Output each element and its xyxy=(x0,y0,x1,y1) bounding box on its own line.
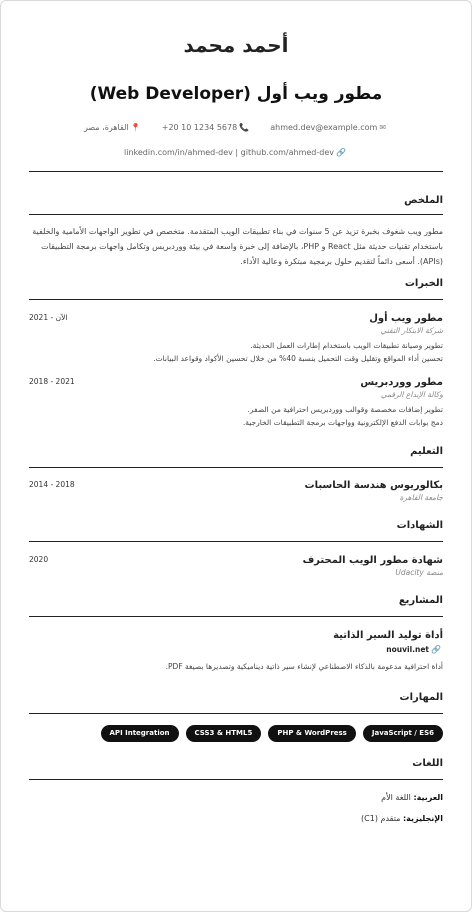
divider xyxy=(29,779,443,780)
experience-item xyxy=(29,376,443,429)
education-date: 2014 - 2018 xyxy=(29,480,75,489)
projects-section xyxy=(29,594,443,673)
profile-links-text[interactable]: linkedin.com/in/ahmed-dev | github.com/ahmed-dev xyxy=(124,148,335,157)
education-item xyxy=(29,479,443,503)
projects-heading: المشاريع xyxy=(398,595,443,606)
experience-point: دمج بوابات الدفع الإلكترونية وواجهات برمجة التطبيقات الخارجية. xyxy=(242,418,443,427)
experience-heading: الخبرات xyxy=(404,278,443,289)
education-degree: بكالوريوس هندسة الحاسبات xyxy=(304,480,443,491)
skills-section xyxy=(29,691,443,742)
skills-list xyxy=(29,725,443,742)
divider xyxy=(29,214,443,215)
location-pin-icon: 📍 xyxy=(130,123,141,132)
experience-title: مطور ويب أول xyxy=(369,313,443,324)
language-level: متقدم (C1) xyxy=(361,814,401,823)
experience-title: مطور ووردبريس xyxy=(360,377,443,388)
divider xyxy=(29,713,443,714)
experience-company: شركة الابتكار التقني xyxy=(380,326,443,335)
skills-heading: المهارات xyxy=(399,692,443,703)
certification-title: شهادة مطور الويب المحترف xyxy=(302,555,443,566)
language-item xyxy=(29,813,443,825)
profile-links xyxy=(29,147,443,159)
experience-point: تطوير وصيانة تطبيقات الويب باستخدام إطارات العمل الحديثة. xyxy=(250,341,443,350)
languages-section xyxy=(29,757,443,825)
language-level: اللغة الأم xyxy=(381,793,411,802)
experience-company: وكالة الإبداع الرقمي xyxy=(380,390,443,399)
contact-phone[interactable]: 5678 1234 10 20+ xyxy=(161,123,238,132)
full-name: أحمد محمد xyxy=(183,33,289,57)
language-name: العربية: xyxy=(413,793,443,802)
skill-tag: API Integration xyxy=(101,725,179,742)
project-item xyxy=(29,629,443,673)
education-institution: جامعة القاهرة xyxy=(399,493,443,502)
experience-point: تحسين أداء المواقع وتقليل وقت التحميل بنسبة 40% من خلال تحسين الأكواد وقواعد البيانات. xyxy=(153,354,443,363)
skill-tag: JavaScript / ES6 xyxy=(363,725,443,742)
summary-text: مطور ويب شغوف بخبرة تزيد عن 5 سنوات في بناء تطبيقات الويب المتقدمة. متخصص في تطوير الواجهات الأمامية والخلفية باستخدام تقنيات حديثة مثل React و PHP، بالإضافة إلى خبرة واسعة في بيئة ووردبريس وتكامل واجهات برمجة التطبيقات (APIs). أسعى دائماً لتقديم حلول برمجية مبتكرة وعالية الأداء. xyxy=(32,227,443,266)
skill-tag: CSS3 & HTML5 xyxy=(186,725,262,742)
project-description: أداة احترافية مدعومة بالذكاء الاصطناعي لإنشاء سير ذاتية ديناميكية وتصديرها بصيغة PDF. xyxy=(165,662,443,671)
certification-item xyxy=(29,554,443,578)
certifications-section xyxy=(29,519,443,578)
experience-date: 2021 - الآن xyxy=(29,313,68,322)
experience-item xyxy=(29,312,443,365)
divider xyxy=(29,467,443,468)
divider xyxy=(29,171,443,172)
education-section xyxy=(29,445,443,503)
email-icon: ✉ xyxy=(379,123,387,132)
skill-tag: PHP & WordPress xyxy=(268,725,356,742)
certification-date: 2020 xyxy=(29,555,49,564)
contact-line xyxy=(29,122,443,134)
language-item xyxy=(29,792,443,804)
job-title: مطور ويب أول (Web Developer) xyxy=(89,84,383,104)
link-icon: 🔗 xyxy=(336,148,346,157)
experience-section xyxy=(29,277,443,429)
resume-header xyxy=(29,1,443,159)
language-name: الإنجليزية: xyxy=(402,814,443,823)
divider xyxy=(29,541,443,542)
summary-section xyxy=(29,194,443,269)
certification-issuer: منصة Udacity xyxy=(395,568,443,577)
project-title: أداة توليد السير الذاتية xyxy=(333,630,443,641)
divider xyxy=(29,299,443,300)
phone-icon: 📞 xyxy=(239,123,250,132)
summary-heading: الملخص xyxy=(404,195,443,206)
project-link[interactable]: nouvil.net xyxy=(386,645,430,654)
contact-location: القاهرة، مصر xyxy=(83,123,129,132)
experience-date: 2018 - 2021 xyxy=(29,377,75,386)
divider xyxy=(29,616,443,617)
education-heading: التعليم xyxy=(410,446,443,457)
link-icon: 🔗 xyxy=(431,645,441,654)
languages-heading: اللغات xyxy=(412,758,443,769)
experience-point: تطوير إضافات مخصصة وقوالب ووردبريس احترافية من الصفر. xyxy=(247,405,443,414)
certifications-heading: الشهادات xyxy=(396,520,443,531)
contact-email[interactable]: ahmed.dev@example.com xyxy=(270,123,378,132)
